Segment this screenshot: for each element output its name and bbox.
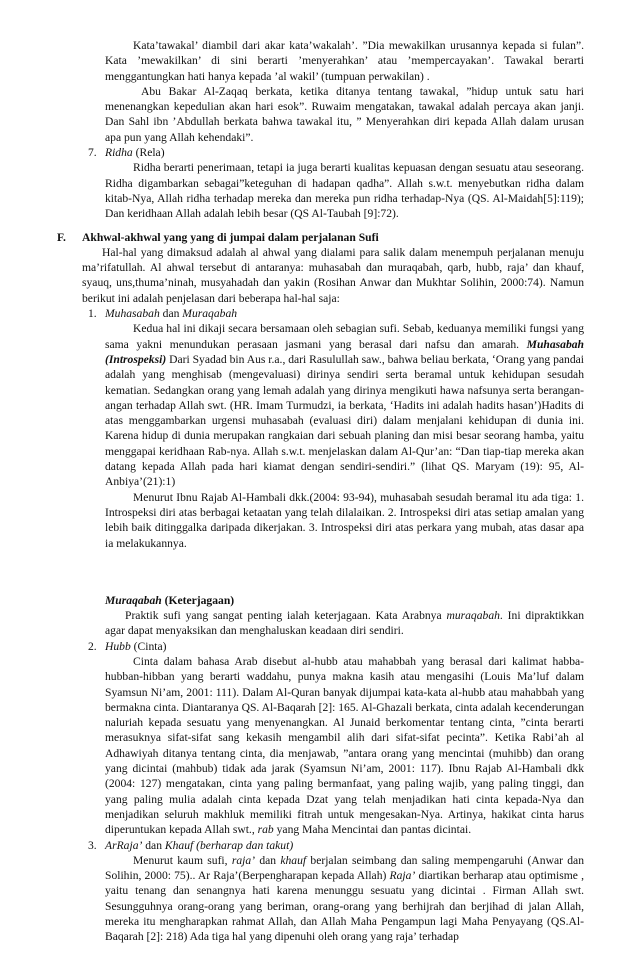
list-item-muhasabah [88, 306, 584, 551]
tawakal-paragraph-1: Kata’tawakal’ diambil dari akar kata’wakalah’. ”Dia mewakilkan urusannya kepada si fulan”. Kata ’mewakilkan’ di sini berarti ’menyerahkan’ atau ’mempercayakan’. Tawakal berarti menggantungkan hati hanya kepada ’al wakil’ (tumpuan perwakilan) . [105, 39, 584, 83]
bold-term: Muhasabah (Introspeksi) [105, 337, 584, 366]
item-title-a: Muhasabah [105, 307, 160, 321]
italic-term: khauf [280, 853, 307, 867]
hubb-paragraph [105, 654, 584, 838]
item-title-mid: dan [142, 838, 165, 852]
list-number: 1. [88, 307, 97, 321]
paragraph-text: yang Maha Mencintai dan pantas dicintai. [273, 823, 472, 837]
list-item-ridha [88, 145, 584, 221]
list-number: 7. [88, 146, 97, 160]
item-title [105, 145, 584, 160]
paragraph-text: . Ini dipraktikkan agar dapat menyaksikan dan menghaluskan keadaan diri sendiri. [105, 609, 584, 638]
section-intro-paragraph: Hal-hal yang dimaksud adalah al ahwal yang dialami para salik dalam menempuh perjalanan menuju ma’rifatullah. Al ahwal tersebut di antaranya: muhasabah dan muraqabah, qarb, hubb, raja’ dan khauf, syauq, uns,thuma’ninah, musyahadah dan yakin (Rosihan Anwar dan Mukhtar Solihin, 2000:74). Namun berikut ini adalah penjelasan dari beberapa hal-hal saja: [82, 245, 584, 305]
paragraph-text: diartikan berharap atau optimisme , yaitu tenang dan senangnya hati karena menunggu sesuatu yang dicintai . Firman Allah swt. Sesungguhnya orang-orang yang beriman, orang-orang yang berhijrah dan berjihad di jalan Allah, mereka itu mengharapkan rahmat Allah, dan Allah Maha Pengampun lagi Maha Penyayang (QS.Al-Baqarah [2]: 218) Ada tiga hal yang dipenuhi oleh orang yang raja’ terhadap [105, 869, 584, 944]
paragraph-text: Menurut kaum sufi, [133, 853, 232, 867]
list-item-raja-khauf [88, 838, 584, 945]
subsection-title-italic: Muraqabah [105, 593, 162, 607]
item-title-b: Khauf (berharap dan takut) [164, 838, 294, 852]
muhasabah-paragraph-1 [105, 321, 584, 489]
item-title [105, 306, 584, 321]
item-title-mid: dan [159, 307, 183, 321]
subsection-muraqabah [105, 593, 584, 639]
ridha-paragraph: Ridha berarti penerimaan, tetapi ia juga berarti kualitas kepuasan dengan sesuatu atau seseorang. Ridha digambarkan sebagai”keteguhan di hadapan qadha”. Allah s.w.t. menyebutkan ridha dalam kitab-Nya, Allah ridha terhadap mereka dan mereka pun ridha terhadap-Nya (QS. Al-Maidah[5]:119); Dan keridhaan Allah adalah lebih besar (QS Al-Taubah [9]:72). [105, 161, 584, 221]
italic-term: muraqabah [446, 609, 500, 623]
muhasabah-paragraph-2: Menurut Ibnu Rajab Al-Hambali dkk.(2004: 93-94), muhasabah sesudah beramal itu ada tiga: 1. Introspeksi diri atas berbagai ketaatan yang telah dilalaikan. 2. Introspeksi diri atas setiap amalan yang lebih baik ditinggalka daripada dikerjakan. 3. Introspeksi diri atas perkara yang mubah, atas dasar apa ia melakukannya. [105, 490, 584, 550]
item-title [105, 838, 584, 853]
raja-paragraph [105, 853, 584, 945]
muraqabah-paragraph [105, 608, 584, 639]
section-heading [57, 230, 584, 245]
section-letter: F. [57, 230, 66, 244]
list-number: 3. [88, 838, 97, 852]
paragraph-text: Cinta dalam bahasa Arab disebut al-hubb atau mahabbah yang berasal dari kalimat habba-hubban-hibban yang berarti waddahu, punya makna kasih atau mengasihi (Louis Ma’luf dalam Syamsun Ni’am, 2001: 111). Dalam Al-Quran banyak dijumpai kata-kata al-hubb atau mahabbah yang bermakna cinta. Diantaranya QS. Al-Baqarah [2]: 165. Al-Ghazali berkata, cinta adalah kecenderungan naluriah kepada sesuatu yang menyenangkan. Al Junaid berkomentar tentang cinta, ”cinta berarti merasuknya sifat-sifat sang kekasih mengambil alih dari sifat-sifat pecinta”. Ketika Rabi’ah al Adhawiyah ditanya tentang cinta, dia menjawab, ”antara orang yang mencintai (muhibb) dan orang yang dicintai (mahbub) tidak ada jarak (Syamsun Ni’am, 2001: 117). Ibnu Rajab Al-Hambali dkk (2004: 127) mengatakan, cinta yang paling bermanfaat, yang paling wajib, yang paling tinggi, dan yang paling mulia adalah cinta kepada Dzat yang telah menjadikan hati cinta kepada-Nya dan menjadikan seluruh makhluk memiliki fitrah untuk mengesakan-Nya. Artinya, hakikat cinta harus diperuntukan kepada Allah swt., [105, 654, 584, 837]
paragraph-text: berjalan seimbang dan saling mempengaruhi (Anwar dan Solihin, 2000: 75).. Ar Raja’(Berpengharapan kepada Allah) [105, 853, 584, 883]
subsection-title [105, 593, 584, 608]
paragraph-text: Praktik sufi yang sangat penting ialah keterjagaan. Kata Arabnya [125, 609, 447, 623]
subsection-title-rest: (Keterjagaan) [161, 593, 235, 607]
paragraph-text: Kedua hal ini dikaji secara bersamaan oleh sebagian sufi. Sebab, keduanya memiliki fungsi yang sama yakni menundukan perasaan jasmani yang berasal dari nafsu dan amarah. [105, 322, 584, 351]
spacer [0, 551, 638, 593]
item-title-rest: (Cinta) [130, 639, 167, 653]
list-number: 2. [88, 639, 97, 653]
item-title-italic: Ridha [105, 146, 133, 160]
paragraph-text: Dari Syadad bin Aus r.a., dari Rasulullah saw., bahwa beliau berkata, ‘Orang yang pandai adalah yang menghisab (mengevaluasi) dirinya sendiri serta beramal untuk kehidupan sesudah kematian. Sedangkan orang yang lemah adalah yang dirinya mengikuti hawa nafsunya serta berangan-angan terhadap Allah swt. (HR. Imam Turmudzi, ia berkata, ‘Hadits ini adalah hadits hasan’)Hadits di atas menggambarkan urgensi muhasabah (evaluasi diri) dalam menjalani kehidupan di dunia ini. Karena hidup di dunia merupakan rangkaian dari sebuah planing dan misi besar seorang hamba, yaitu menggapai keridhaan Rab-nya. Allah s.w.t. menjelaskan dalam Al-Qur’an: “Dan tiap-tiap mereka akan datang kepada Allah pada hari kiamat dengan sendiri-sendiri.” (lihat QS. Maryam (19): 95, Al-Anbiya’(21):1) [105, 352, 584, 489]
list-item-hubb [88, 639, 584, 838]
item-title-rest: (Rela) [132, 146, 165, 160]
italic-term: Raja’ [389, 869, 416, 883]
item-title [105, 639, 584, 654]
paragraph-text: dan [255, 853, 281, 867]
tawakal-paragraph-2: Abu Bakar Al-Zaqaq berkata, ketika ditanya tentang tawakal, ”hidup untuk satu hari menenangkan kepedulian akan hari esok”. Ruwaim mengatakan, tawakal adalah percaya akan janji. Dan Sahl ibn ’Abdullah berkata bahwa tawakal itu, ” Menyerahkan diri kepada Allah dalam urusan apa pun yang Allah kehendaki”. [105, 84, 584, 144]
item-title-b: Muraqabah [182, 307, 238, 321]
item-title-italic: Hubb [105, 639, 131, 653]
italic-term: raja’ [231, 853, 256, 867]
item-title-a: ArRaja’ [105, 838, 143, 852]
italic-term: rab [257, 823, 274, 837]
section-title: Akhwal-akhwal yang yang di jumpai dalam perjalanan Sufi [82, 230, 379, 244]
